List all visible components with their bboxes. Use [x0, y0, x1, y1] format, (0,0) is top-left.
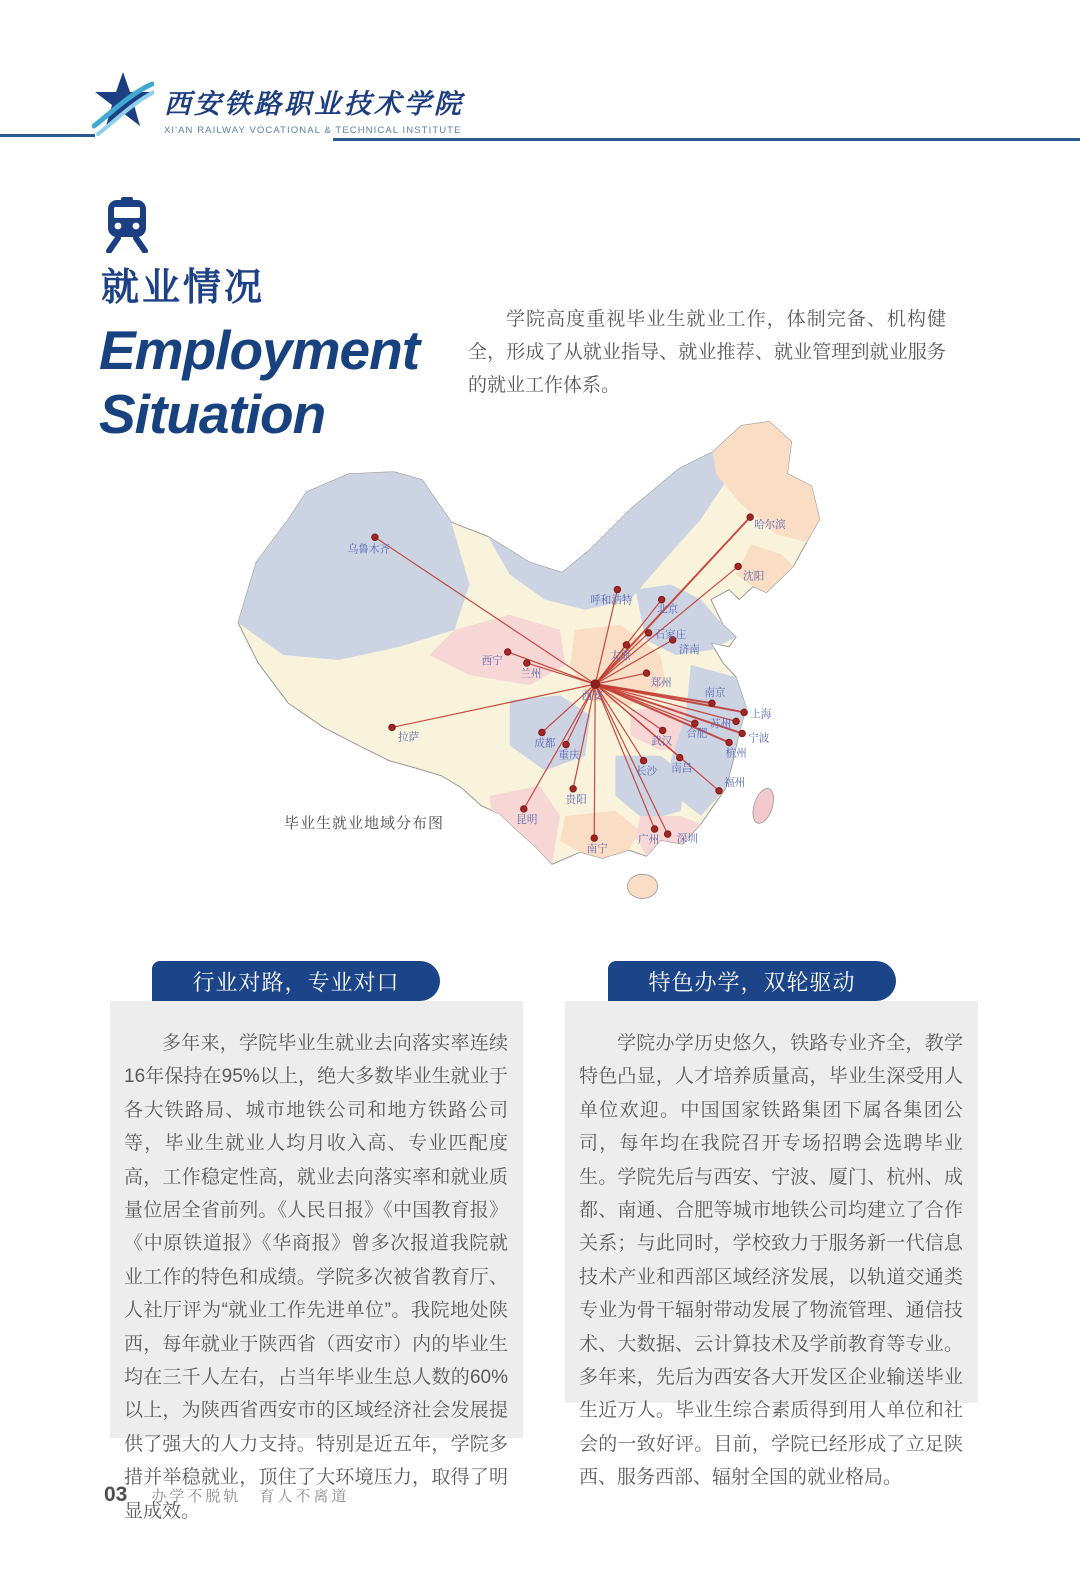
city-label: 长沙 — [636, 765, 658, 778]
column-header-industry: 行业对路，专业对口 — [152, 961, 440, 1001]
city-dot — [692, 720, 698, 726]
city-label: 上海 — [750, 708, 772, 721]
city-dot — [709, 700, 715, 706]
column-header-features: 特色办学，双轮驱动 — [608, 961, 896, 1001]
header-rule-left — [0, 134, 95, 137]
city-label: 西宁 — [481, 655, 503, 668]
column-panel-features — [565, 1001, 978, 1489]
city-dot — [524, 660, 530, 666]
city-dot — [389, 724, 395, 730]
taiwan-island — [749, 786, 777, 826]
hub-label: 西安 — [581, 690, 603, 703]
city-label: 乌鲁木齐 — [347, 543, 390, 556]
header-rule-right — [333, 138, 1080, 141]
city-dot — [735, 563, 741, 569]
city-label: 合肥 — [686, 727, 708, 740]
city-dot — [563, 741, 569, 747]
city-label: 太原 — [609, 649, 631, 662]
city-dot — [614, 586, 620, 592]
city-dot — [733, 718, 739, 724]
city-dot — [726, 739, 732, 745]
city-dot — [504, 649, 510, 655]
city-label: 石家庄 — [654, 628, 687, 641]
city-label: 呼和浩特 — [590, 594, 633, 607]
city-dot — [521, 806, 527, 812]
city-dot — [659, 727, 665, 733]
city-dot — [664, 831, 670, 837]
city-label: 贵阳 — [565, 793, 587, 806]
city-dot — [677, 754, 683, 760]
city-label: 南京 — [704, 687, 726, 700]
logo-english-name: XI'AN RAILWAY VOCATIONAL & TECHNICAL INSTITUTE — [164, 125, 462, 136]
city-label: 济南 — [678, 643, 700, 656]
city-label: 成都 — [534, 737, 556, 750]
city-dot — [570, 786, 576, 792]
city-label: 南宁 — [586, 843, 608, 856]
city-label: 深圳 — [676, 833, 698, 846]
footer-slogan: 办学不脱轨 育人不离道 — [151, 1488, 350, 1505]
city-dot — [741, 709, 747, 715]
city-dot — [658, 596, 664, 602]
city-label: 杭州 — [725, 747, 747, 760]
map-caption: 毕业生就业地域分布图 — [284, 815, 445, 832]
city-dot — [623, 642, 629, 648]
hainan-island — [627, 874, 657, 898]
city-label: 重庆 — [558, 749, 580, 762]
city-dot — [739, 730, 745, 736]
city-dot — [591, 835, 597, 841]
title-en-line1: Employment — [99, 319, 420, 381]
city-label: 拉萨 — [398, 731, 420, 744]
city-label: 北京 — [657, 603, 679, 616]
city-label: 郑州 — [650, 677, 672, 690]
city-label: 沈阳 — [743, 570, 765, 583]
city-label: 南昌 — [671, 762, 693, 775]
city-dot — [716, 788, 722, 794]
city-label: 武汉 — [651, 735, 673, 748]
institute-logo — [92, 68, 464, 136]
city-dot — [747, 514, 753, 520]
section-title-chinese: 就业情况 — [101, 267, 266, 309]
city-dot — [539, 729, 545, 735]
city-label: 福州 — [724, 776, 746, 789]
city-dot — [372, 534, 378, 540]
train-icon — [102, 197, 152, 253]
employment-map — [228, 412, 882, 908]
city-dot — [651, 826, 657, 832]
hub-dot — [591, 680, 599, 688]
city-label: 广州 — [638, 834, 660, 847]
city-label: 哈尔滨 — [754, 519, 786, 532]
intro-paragraph: 学院高度重视毕业生就业工作，体制完备、机构健全，形成了从就业指导、就业推荐、就业管理到就业服务的就业工作体系。 — [468, 309, 946, 396]
city-dot — [643, 670, 649, 676]
title-en-line2: Situation — [99, 383, 326, 445]
logo-chinese-name: 西安铁路职业技术学院 — [164, 89, 464, 119]
city-label: 宁波 — [748, 732, 770, 745]
city-dot — [645, 630, 651, 636]
city-dot — [640, 757, 646, 763]
china-map-figure — [228, 412, 882, 908]
column-body-industry: 多年来，学院毕业生就业去向落实率连续16年保持在95%以上，绝大多数毕业生就业于各大铁路局、城市地铁公司和地方铁路公司等，毕业生就业人均月收入高、专业匹配度高，工作稳定性高，就业去向落实率和就业质量位居全省前列。《人民日报》《中国教育报》《中原铁道报》《华商报》曾多次报道我院就业工作的特色和成绩。学院多次被省教育厅、人社厅评为“就业工作先进单位”。我院地处陕西，每年就业于陕西省（西安市）内的毕业生均在三千人左右，占当年毕业生总人数的60%以上，为陕西省西安市的区域经济社会发展提供了强大的人力支持。特别是近五年，学院多措并举稳就业，顶住了大环境压力，取得了明显成效。 — [124, 1033, 508, 1522]
city-label: 兰州 — [520, 668, 542, 681]
city-label: 昆明 — [516, 813, 538, 826]
column-body-features: 学院办学历史悠久，铁路专业齐全，教学特色凸显，人才培养质量高，毕业生深受用人单位欢迎。中国国家铁路集团下属各集团公司，每年均在我院召开专场招聘会选聘毕业生。学院先后与西安、宁波、厦门、杭州、成都、南通、合肥等城市地铁公司均建立了合作关系；与此同时，学校致力于服务新一代信息技术产业和西部区域经济发展，以轨道交通类专业为骨干辐射带动发展了物流管理、通信技术、大数据、云计算技术及学前教育等专业。多年来，先后为西安各大开发区企业输送毕业生近万人。毕业生综合素质得到用人单位和社会的一致好评。目前，学院已经形成了立足陕西、服务西部、辐射全国的就业格局。 — [579, 1033, 963, 1489]
page-number: 03 — [104, 1483, 128, 1506]
city-label: 苏州 — [709, 718, 732, 731]
logo-text-block — [164, 68, 464, 136]
star-swoosh-logo-icon — [92, 68, 154, 136]
